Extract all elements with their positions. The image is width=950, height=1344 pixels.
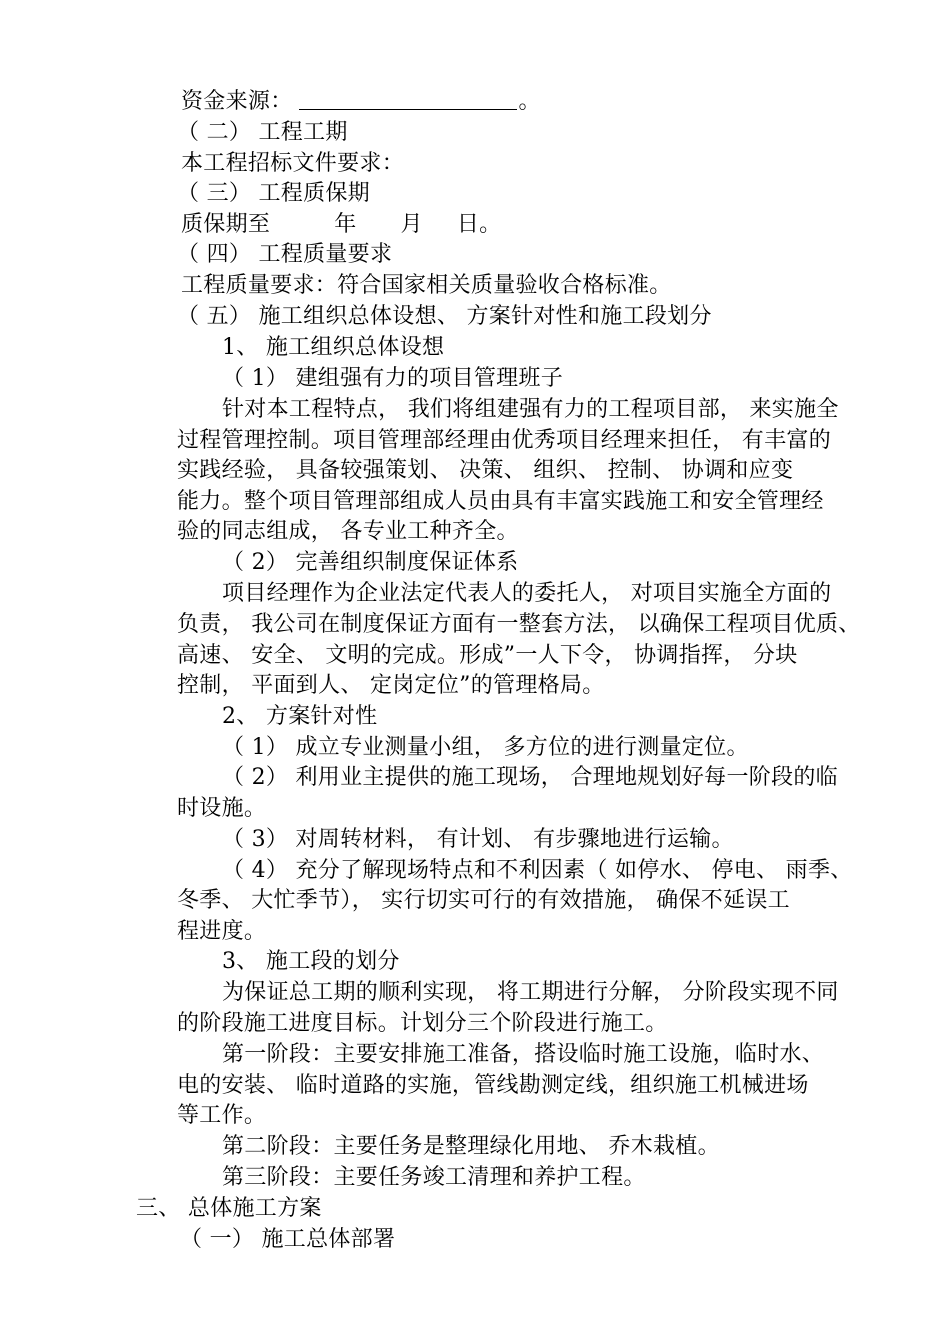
warranty-year: 年 (334, 212, 357, 237)
funding-blank (299, 87, 517, 110)
paragraph-line: 控制， 平面到人、 定岗定位”的管理格局。 (177, 673, 605, 698)
section-heading-deployment: （ 一） 施工总体部署 (180, 1227, 396, 1252)
paragraph-line: 实践经验， 具备较强策划、 决策、 组织、 控制、 协调和应变 (177, 458, 794, 483)
paragraph-line: 项目经理作为企业法定代表人的委托人， 对项目实施全方面的 (222, 581, 832, 606)
stage-3-line: 第三阶段：主要任务竣工清理和养护工程。 (222, 1165, 646, 1190)
section-heading-organization: （ 五） 施工组织总体设想、 方案针对性和施工段划分 (177, 304, 712, 329)
paragraph-line: 过程管理控制。项目管理部经理由优秀项目经理来担任， 有丰富的 (177, 428, 831, 453)
subheading-overall-concept: 1、 施工组织总体设想 (222, 335, 445, 360)
stage-1-line: 等工作。 (177, 1103, 267, 1128)
section-heading-warranty: （ 三） 工程质保期 (177, 181, 370, 206)
measure-item-2: （ 2） 利用业主提供的施工现场， 合理地规划好每一阶段的临 (222, 765, 838, 790)
warranty-label: 质保期至 (181, 212, 271, 237)
measure-item-4-cont: 冬季、 大忙季节）， 实行切实可行的有效措施， 确保不延误工 (177, 888, 790, 913)
section-heading-quality: （ 四） 工程质量要求 (177, 242, 393, 267)
paragraph-line: 针对本工程特点， 我们将组建强有力的工程项目部， 来实施全 (222, 397, 839, 422)
paragraph-line: 负责， 我公司在制度保证方面有一整套方法， 以确保工程项目优质、 (177, 612, 861, 637)
section-heading-schedule: （ 二） 工程工期 (177, 120, 348, 145)
paragraph-line: 的阶段施工进度目标。计划分三个阶段进行施工。 (177, 1011, 668, 1036)
item-system-guarantee: （ 2） 完善组织制度保证体系 (222, 550, 519, 575)
subheading-plan-targeting: 2、 方案针对性 (222, 704, 378, 729)
measure-item-4: （ 4） 充分了解现场特点和不利因素（ 如停水、 停电、 雨季、 (222, 858, 853, 883)
funding-line (181, 87, 541, 117)
measure-item-4-cont: 程进度。 (177, 919, 267, 944)
quality-text: 工程质量要求：符合国家相关质量验收合格标准。 (181, 273, 672, 298)
warranty-day: 日。 (456, 212, 502, 237)
stage-2-line: 第二阶段：主要任务是整理绿化用地、 乔木栽植。 (222, 1134, 720, 1159)
stage-1-line: 电的安装、 临时道路的实施，管线勘测定线，组织施工机械进场 (177, 1073, 809, 1098)
subheading-section-division: 3、 施工段的划分 (222, 949, 400, 974)
funding-label: 资金来源： (181, 89, 293, 114)
stage-1-line: 第一阶段：主要安排施工准备，搭设临时施工设施，临时水、 (222, 1042, 825, 1067)
measure-item-2-cont: 时设施。 (177, 796, 267, 821)
item-management-team: （ 1） 建组强有力的项目管理班子 (222, 366, 564, 391)
paragraph-line: 能力。整个项目管理部组成人员由具有丰富实践施工和安全管理经 (177, 489, 824, 514)
paragraph-line: 验的同志组成， 各专业工种齐全。 (177, 519, 519, 544)
funding-end: 。 (518, 89, 541, 114)
measure-item-1: （ 1） 成立专业测量小组， 多方位的进行测量定位。 (222, 735, 749, 760)
paragraph-line: 为保证总工期的顺利实现， 将工期进行分解， 分阶段实现不同 (222, 980, 839, 1005)
paragraph-line: 高速、 安全、 文明的完成。形成”一人下令， 协调指挥， 分块 (177, 643, 798, 668)
chapter-heading-construction-plan: 三、 总体施工方案 (136, 1196, 322, 1221)
measure-item-3: （ 3） 对周转材料， 有计划、 有步骤地进行运输。 (222, 827, 734, 852)
warranty-text (181, 210, 501, 240)
schedule-text: 本工程招标文件要求： (181, 151, 405, 176)
warranty-month: 月 (400, 212, 423, 237)
